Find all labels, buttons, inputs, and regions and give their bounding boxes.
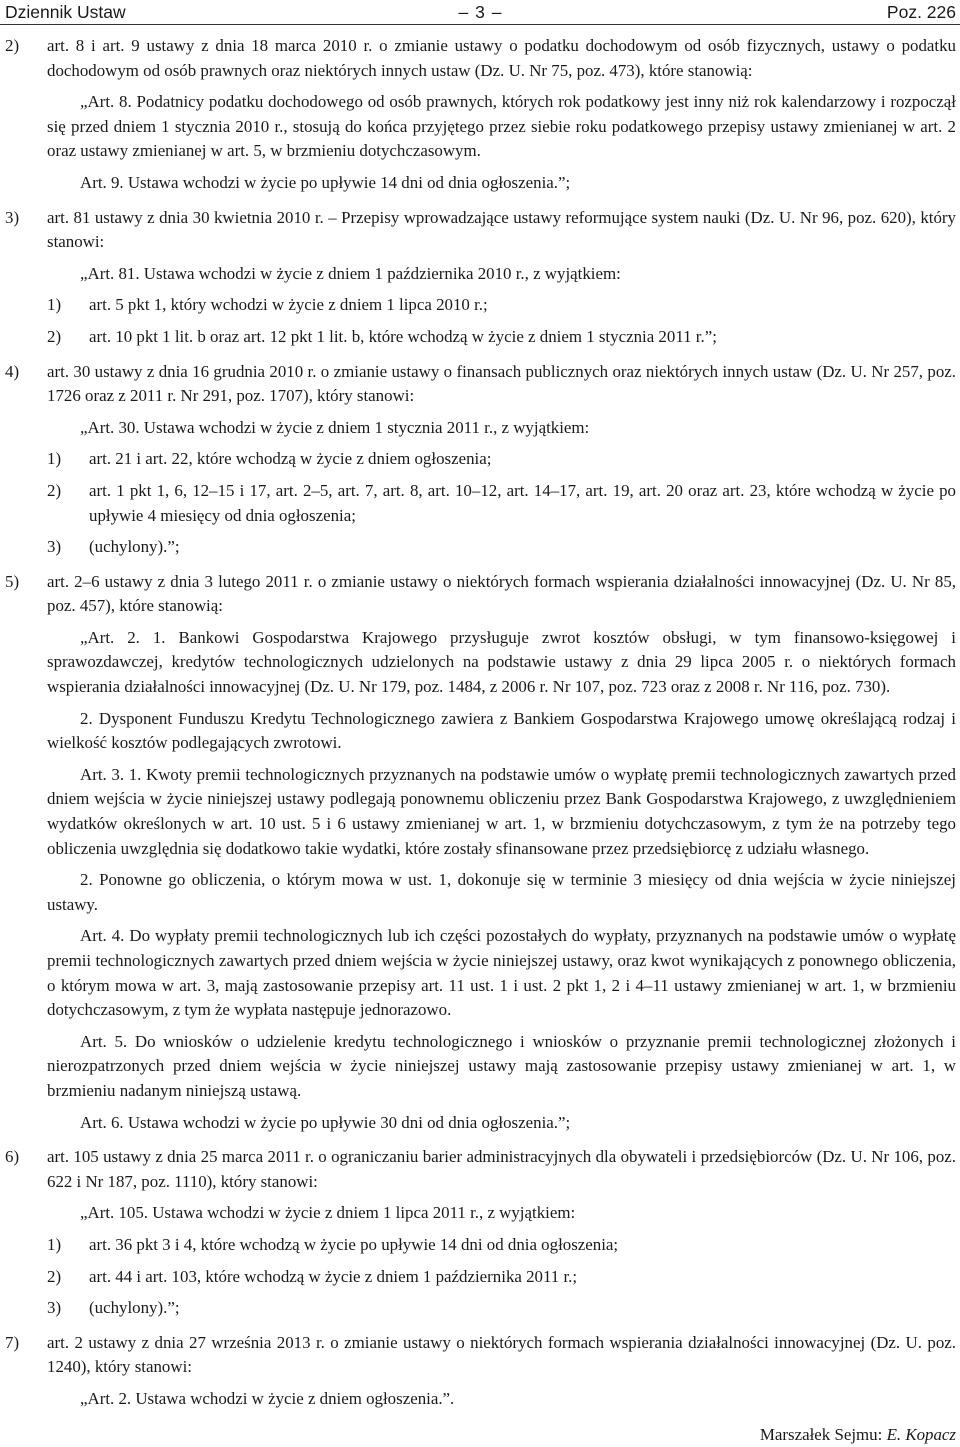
item-number: 6) bbox=[5, 1147, 20, 1167]
header-rule bbox=[0, 24, 960, 25]
sub-point bbox=[47, 535, 956, 560]
quoted-article: „Art. 2. Ustawa wchodzi w życie z dniem ogłoszenia.”. bbox=[80, 1388, 455, 1408]
sub-point bbox=[47, 1265, 956, 1290]
quoted-article: Art. 5. Do wniosków o udzielenie kredytu technologicznego i wniosków o przyznanie premii technologicznej złożonych i nierozpatrzonych przed dniem wejścia w życie niniejszej ustawy mają zastosowanie przepisy ustawy zmienianej w art. 1, w brzmieniu nadanym niniejszą ustawą. bbox=[47, 1031, 956, 1100]
sub-point-number: 2) bbox=[47, 326, 62, 346]
sub-point-text: art. 44 i art. 103, które wchodzą w życie z dniem 1 października 2011 r.; bbox=[89, 1266, 578, 1286]
list-item-6 bbox=[5, 1145, 956, 1321]
sub-point-number: 2) bbox=[47, 1266, 62, 1286]
item-text: art. 2 ustawy z dnia 27 września 2013 r. o zmianie ustawy o niektórych formach wspierania działalności innowacyjnej (Dz. U. poz. 1240), który stanowi: bbox=[47, 1332, 956, 1377]
sub-point bbox=[47, 293, 956, 318]
item-text: art. 2–6 ustawy z dnia 3 lutego 2011 r. o zmianie ustawy o niektórych formach wspierania działalności innowacyjnej (Dz. U. Nr 85, poz. 457), które stanowią: bbox=[47, 571, 956, 616]
sub-point-text: art. 5 pkt 1, który wchodzi w życie z dniem 1 lipca 2010 r.; bbox=[89, 295, 488, 315]
item-number: 3) bbox=[5, 207, 20, 227]
sub-point bbox=[47, 447, 956, 472]
sub-point-number: 1) bbox=[47, 295, 62, 315]
item-number: 5) bbox=[5, 571, 20, 591]
quoted-article: Art. 4. Do wypłaty premii technologicznych lub ich części pozostałych do wypłaty, przyznanych na podstawie umów o wypłatę premii technologicznych zawartych przed dniem wejścia w życie niniejszej ustawy, oraz kwot wynikających z ponownego obliczenia, o którym mowa w art. 3, mają zastosowanie przepisy art. 11 ust. 1 i ust. 2 pkt 1, 2 i 4–11 ustawy zmienianej w art. 1, w brzmieniu dotychczasowym, z tym że wypłata następuje jednorazowo. bbox=[47, 926, 956, 1020]
quoted-article: 2. Ponowne go obliczenia, o którym mowa w ust. 1, dokonuje się w terminie 3 miesięcy od dnia wejścia w życie niniejszej ustawy. bbox=[47, 870, 956, 914]
quoted-article: Art. 3. 1. Kwoty premii technologicznych przyznanych na podstawie umów o wypłatę premii technologicznych zawartych przed dniem wejścia w życie niniejszej ustawy podlegają ponownemu obliczeniu przez Bank Gospodarstwa Krajowego, z uwzględnieniem wydatków określonych w art. 10 ust. 5 i 6 ustawy zmienianej w art. 1, w brzmieniu dotychczasowym, z tym że na potrzeby tego obliczenia uwzględnia się dodatkowo takie wydatki, które zostały sfinansowane przez przedsiębiorcę z udziału własnego. bbox=[47, 764, 956, 858]
list-item-5 bbox=[5, 570, 956, 1135]
page-number: – 3 – bbox=[458, 2, 503, 22]
quoted-article: 2. Dysponent Funduszu Kredytu Technologicznego zawiera z Bankiem Gospodarstwa Krajowego umowę określającą rodzaj i wielkość kosztów podlegających zwrotowi. bbox=[47, 708, 956, 753]
quoted-article: „Art. 105. Ustawa wchodzi w życie z dniem 1 lipca 2011 r., z wyjątkiem: bbox=[80, 1203, 576, 1223]
signature bbox=[760, 1425, 956, 1445]
quoted-article: Art. 6. Ustawa wchodzi w życie po upływie 30 dni od dnia ogłoszenia.”; bbox=[80, 1112, 571, 1132]
quoted-article: „Art. 81. Ustawa wchodzi w życie z dniem 1 października 2010 r., z wyjątkiem: bbox=[80, 263, 621, 283]
quoted-article: „Art. 8. Podatnicy podatku dochodowego od osób prawnych, których rok podatkowy jest inny niż rok kalendarzowy i rozpoczął się przed dniem 1 stycznia 2010 r., stosują do końca przyjętego przez siebie roku podatkowego przepisy ustawy zmienianej w art. 2 oraz ustawy zmienianej w art. 5, w brzmieniu dotychczasowym. bbox=[47, 92, 956, 161]
sub-point-number: 1) bbox=[47, 449, 62, 469]
position-number: Poz. 226 bbox=[886, 2, 956, 22]
list-item-2 bbox=[5, 34, 956, 196]
item-number: 4) bbox=[5, 361, 20, 381]
sub-point-text: art. 21 i art. 22, które wchodzą w życie z dniem ogłoszenia; bbox=[89, 449, 492, 469]
sub-point-text: art. 36 pkt 3 i 4, które wchodzą w życie po upływie 14 dni od dnia ogłoszenia; bbox=[89, 1234, 619, 1254]
signature-label: Marszałek Sejmu: bbox=[759, 1425, 883, 1444]
quoted-article: „Art. 30. Ustawa wchodzi w życie z dniem 1 stycznia 2011 r., z wyjątkiem: bbox=[80, 417, 590, 437]
list-item-4 bbox=[5, 360, 956, 560]
sub-point-number: 3) bbox=[47, 537, 62, 557]
quoted-article: „Art. 2. 1. Bankowi Gospodarstwa Krajowego przysługuje zwrot kosztów obsługi, w tym finansowo-księgowej i sprawozdawczej, kredytów technologicznych udzielonych na podstawie ustawy z dnia 29 lipca 2005 r. o niektórych formach wspierania działalności innowacyjnej (Dz. U. Nr 179, poz. 1484, z 2006 r. Nr 107, poz. 723 oraz z 2008 r. Nr 116, poz. 730). bbox=[47, 627, 956, 697]
item-text: art. 81 ustawy z dnia 30 kwietnia 2010 r. – Przepisy wprowadzające ustawy reformujące system nauki (Dz. U. Nr 96, poz. 620), który stanowi: bbox=[47, 207, 956, 252]
item-text: art. 105 ustawy z dnia 25 marca 2011 r. o ograniczaniu barier administracyjnych dla obywateli i przedsiębiorców (Dz. U. Nr 106, poz. 622 i Nr 187, poz. 1110), który stanowi: bbox=[47, 1147, 956, 1191]
list-item-3 bbox=[5, 206, 956, 350]
quoted-article: Art. 9. Ustawa wchodzi w życie po upływie 14 dni od dnia ogłoszenia.”; bbox=[80, 172, 571, 192]
sub-point-text: (uchylony).”; bbox=[89, 537, 180, 557]
item-text: art. 30 ustawy z dnia 16 grudnia 2010 r. o zmianie ustawy o finansach publicznych oraz niektórych innych ustaw (Dz. U. Nr 257, poz. 1726 oraz z 2011 r. Nr 291, poz. 1707), który stanowi: bbox=[47, 361, 956, 406]
item-number: 7) bbox=[5, 1332, 20, 1352]
sub-point bbox=[47, 479, 956, 528]
sub-point-text: (uchylony).”; bbox=[89, 1298, 180, 1318]
signature-name: E. Kopacz bbox=[886, 1425, 956, 1444]
page-header bbox=[5, 0, 956, 24]
sub-point bbox=[47, 1296, 956, 1321]
sub-point-text: art. 10 pkt 1 lit. b oraz art. 12 pkt 1 lit. b, które wchodzą w życie z dniem 1 stycznia 2011 r.”; bbox=[89, 326, 717, 346]
item-number: 2) bbox=[5, 36, 20, 55]
sub-point bbox=[47, 1233, 956, 1258]
document-body bbox=[5, 34, 956, 1412]
sub-point bbox=[47, 325, 956, 350]
item-text: art. 8 i art. 9 ustawy z dnia 18 marca 2010 r. o zmianie ustawy o podatku dochodowym od osób fizycznych, ustawy o podatku dochodowym od osób prawnych oraz niektórych innych ustaw (Dz. U. Nr 75, poz. 473), które stanowią: bbox=[47, 36, 956, 80]
sub-point-text: art. 1 pkt 1, 6, 12–15 i 17, art. 2–5, art. 7, art. 8, art. 10–12, art. 14–17, art. 19, art. 20 oraz art. 23, które wchodzą w życie po upływie 4 miesięcy od dnia ogłoszenia; bbox=[89, 480, 956, 525]
sub-point-number: 3) bbox=[47, 1298, 62, 1318]
journal-title: Dziennik Ustaw bbox=[5, 2, 126, 22]
sub-point-number: 2) bbox=[47, 480, 62, 500]
sub-point-number: 1) bbox=[47, 1234, 62, 1254]
list-item-7 bbox=[5, 1331, 956, 1412]
